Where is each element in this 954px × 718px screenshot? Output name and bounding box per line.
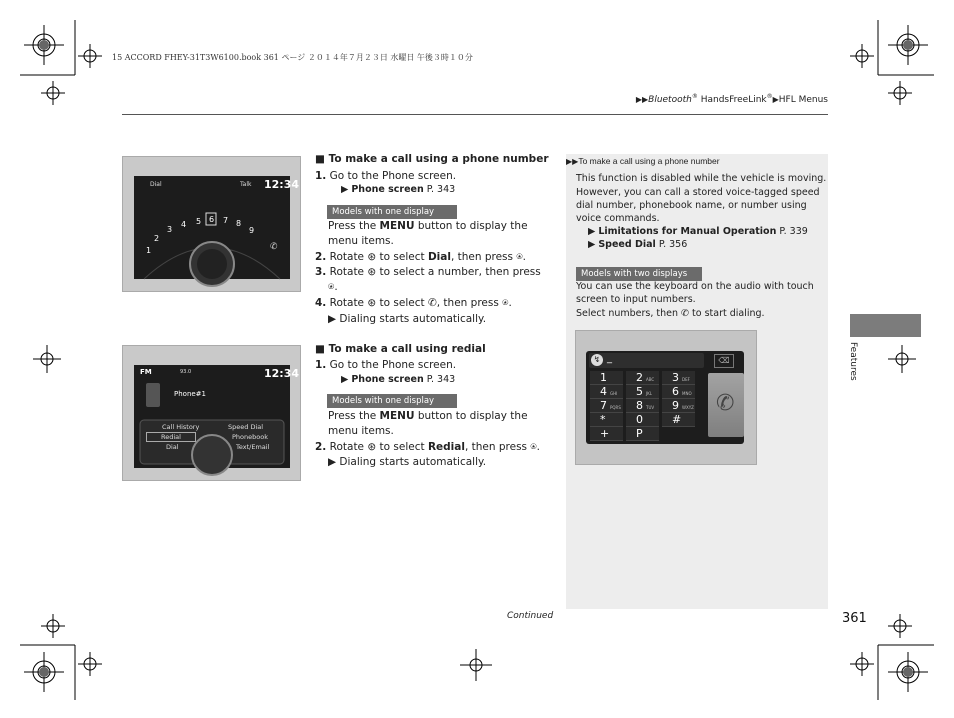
text: button to display the <box>414 410 528 422</box>
section1-step3-line2: ⍟. <box>328 281 338 293</box>
key-digit: 7 <box>600 399 607 412</box>
ref-page: P. 343 <box>423 184 456 195</box>
section2-press-menu <box>328 409 528 423</box>
result-text: Dialing starts automatically. <box>339 313 487 325</box>
phone-screen-image <box>122 345 301 481</box>
menu-speed-dial: Speed Dial <box>228 423 264 431</box>
sidebar-para1-line: dial number, phonebook name, or number using <box>576 200 807 211</box>
reg-mark: ® <box>691 93 698 100</box>
dial-phone-icon: ✆ <box>270 242 278 252</box>
text: Rotate <box>329 441 368 453</box>
result-arrow-icon: ▶ <box>328 313 337 325</box>
keypad-key[interactable] <box>662 371 695 385</box>
keypad-key[interactable] <box>662 385 695 399</box>
step-number: 1. <box>315 170 327 182</box>
key-letters: DEF <box>682 377 690 382</box>
key-digit: 0 <box>636 413 643 426</box>
menu-dial: Dial <box>166 443 179 451</box>
keypad-key[interactable] <box>590 413 623 427</box>
key-letters: PQRS <box>610 405 621 410</box>
key-letters: JKL <box>646 391 653 396</box>
text: Press the <box>328 220 380 232</box>
redial-text: Redial <box>427 441 465 453</box>
result-arrow-icon: ▶ <box>328 456 337 468</box>
sidebar-heading-text: To make a call using a phone number <box>578 156 720 166</box>
section2-title: ■ To make a call using redial <box>315 343 486 355</box>
section1-badge: Models with one display <box>327 205 457 219</box>
step-number: 1. <box>315 359 327 371</box>
dial-graphic <box>134 176 290 279</box>
backspace-button[interactable]: ⌫ <box>714 354 734 368</box>
breadcrumb-hfl-menus: HFL Menus <box>778 95 828 105</box>
dial-digit: 5 <box>196 217 202 226</box>
keypad-entry: _ <box>607 353 612 364</box>
text: Press the <box>328 410 380 422</box>
section2-press-menu-line2: menu items. <box>328 425 394 437</box>
page-number: 361 <box>842 611 867 626</box>
ref-page: P. 356 <box>655 239 688 250</box>
key-letters: MNO <box>682 391 692 396</box>
text: , then press <box>464 441 531 453</box>
section2-result <box>328 455 486 469</box>
ref-page: P. 343 <box>423 374 456 385</box>
step-text: Go to the Phone screen. <box>329 359 457 371</box>
sidebar-note <box>566 154 828 609</box>
text: to select <box>376 251 428 263</box>
reference-icon: ▶ <box>341 184 349 195</box>
text: Rotate <box>329 266 368 278</box>
step-number: 4. <box>315 297 327 309</box>
knob-icon: ⊛ <box>367 297 377 309</box>
dial-digit: 4 <box>181 220 187 229</box>
phone-graphic <box>134 365 290 468</box>
sidebar-ref-speed-dial[interactable] <box>588 239 687 250</box>
menu-button-text: MENU <box>379 220 415 232</box>
sidebar-heading <box>566 156 720 166</box>
section1-step3 <box>315 265 541 279</box>
text: Rotate <box>329 297 368 309</box>
key-digit: + <box>600 427 610 440</box>
press-knob-icon: ⍟ <box>516 251 523 263</box>
band-label: FM <box>140 368 152 376</box>
ref-page: P. 339 <box>776 226 808 237</box>
phone-display <box>134 365 300 468</box>
key-digit: 4 <box>600 385 607 398</box>
text: to select a number, then press <box>376 266 541 278</box>
key-digit: 8 <box>636 399 643 412</box>
note-icon: ▶▶ <box>566 157 579 166</box>
reference-icon: ▶ <box>588 226 596 237</box>
section2-ref-phone-screen[interactable] <box>341 374 455 385</box>
keypad-key[interactable] <box>662 413 695 427</box>
ref-label: Phone screen <box>351 374 424 385</box>
text: Select numbers, then <box>576 308 682 319</box>
menu-redial: Redial <box>146 432 196 442</box>
section1-step4: 4. Rotate ⊛ to select ✆, then press ⍟. <box>315 297 512 309</box>
keypad-key[interactable] <box>626 385 659 399</box>
section2-step2: 2. Rotate ⊛ to select Redial, then press ⍟. <box>315 441 540 453</box>
key-digit: # <box>672 413 682 426</box>
key-digit: P <box>636 427 643 440</box>
section1-title: ■ To make a call using a phone number <box>315 153 549 165</box>
sidebar-para1-line: However, you can call a stored voice-tagged speed <box>576 187 820 198</box>
section1-ref-phone-screen[interactable] <box>341 184 455 195</box>
knob-icon: ⊛ <box>367 441 377 453</box>
text: , then press <box>450 251 517 263</box>
sidebar-para2-line: You can use the keyboard on the audio with touch <box>576 281 814 292</box>
text: to select <box>376 297 428 309</box>
key-digit: 1 <box>600 371 607 384</box>
sidebar-ref-limitations[interactable] <box>588 226 808 237</box>
key-digit: 3 <box>672 371 679 384</box>
keypad-key[interactable] <box>626 371 659 385</box>
key-digit: 9 <box>672 399 679 412</box>
keypad-key[interactable] <box>662 399 695 413</box>
sidebar-badge: Models with two displays <box>576 267 702 281</box>
keypad-key[interactable] <box>626 399 659 413</box>
phone-label: Phone#1 <box>174 390 207 398</box>
press-knob-icon: ⍟ <box>530 441 537 453</box>
ref-label: Speed Dial <box>598 239 656 250</box>
section2-title-text: To make a call using redial <box>328 343 486 355</box>
phone-icon: ✆ <box>716 391 735 416</box>
result-text: Dialing starts automatically. <box>339 456 487 468</box>
features-tab-label: Features <box>848 342 858 381</box>
section2-badge: Models with one display <box>327 394 457 408</box>
section1-step2: 2. Rotate ⊛ to select Dial, then press ⍟. <box>315 251 526 263</box>
menu-call-history: Call History <box>162 423 200 431</box>
keypad-key[interactable] <box>590 427 623 441</box>
knob-icon: ⊛ <box>367 251 377 263</box>
key-letters: TUV <box>646 405 655 410</box>
keypad-key[interactable] <box>626 427 659 441</box>
dial-status: Talk <box>240 181 252 188</box>
keypad-display <box>586 351 744 444</box>
menu-phonebook: Phonebook <box>232 433 268 441</box>
call-button[interactable] <box>708 373 744 437</box>
key-digit: 2 <box>636 371 643 384</box>
key-digit: 6 <box>672 385 679 398</box>
knob-icon: ⊛ <box>367 266 377 278</box>
step-number: 3. <box>315 266 327 278</box>
press-knob-icon: ⍟ <box>328 281 335 293</box>
voice-icon: ↯ <box>591 354 603 366</box>
breadcrumb-hfl: HandsFreeLink <box>697 95 767 105</box>
keypad-key[interactable] <box>590 399 623 413</box>
dial-clock: 12:34 <box>264 178 300 191</box>
keypad-image <box>575 330 757 465</box>
key-letters: GHI <box>610 391 618 396</box>
keypad-key[interactable] <box>590 371 623 385</box>
arrow-icon: ▶ <box>772 95 779 104</box>
sidebar-para1-line: This function is disabled while the vehicle is moving. <box>576 173 827 184</box>
dial-digit: 2 <box>154 234 160 243</box>
text: Rotate <box>329 251 368 263</box>
keypad-entry-bar <box>589 353 704 368</box>
section2-step1 <box>315 358 456 372</box>
features-tab[interactable] <box>850 314 921 337</box>
key-digit: * <box>600 413 606 426</box>
press-knob-icon: ⍟ <box>502 297 509 309</box>
dial-digit: 8 <box>236 219 242 228</box>
continued-label: Continued <box>507 611 554 621</box>
step-text: Go to the Phone screen. <box>329 170 457 182</box>
step-number: 2. <box>315 251 327 263</box>
sidebar-para2-line: screen to input numbers. <box>576 294 696 305</box>
menu-button-text: MENU <box>379 410 415 422</box>
dial-digit: 9 <box>249 226 255 235</box>
dial-display <box>134 176 300 279</box>
arrow-icon: ▶▶ <box>635 95 649 104</box>
reg-mark: ® <box>766 93 773 100</box>
menu-text-email: Text/Email <box>236 443 270 451</box>
keypad-key[interactable] <box>626 413 659 427</box>
dial-digit: 6 <box>209 215 215 224</box>
keypad-key[interactable] <box>590 385 623 399</box>
text: button to display the <box>414 220 528 232</box>
ref-label: Limitations for Manual Operation <box>598 226 777 237</box>
key-letters: WXYZ <box>682 405 694 410</box>
reference-icon: ▶ <box>341 374 349 385</box>
header-rule <box>122 114 828 115</box>
section1-press-menu <box>328 219 528 233</box>
section1-result <box>328 312 486 326</box>
phone-clock: 12:34 <box>264 367 300 380</box>
sidebar-para1-line: voice commands. <box>576 213 660 224</box>
step-number: 2. <box>315 441 327 453</box>
section1-title-text: To make a call using a phone number <box>328 153 549 165</box>
breadcrumb-bluetooth: Bluetooth <box>648 95 692 105</box>
dial-digit: 3 <box>167 225 173 234</box>
sidebar-para3 <box>576 308 765 319</box>
print-header: 15 ACCORD FHEY-31T3W6100.book 361 ページ ２０１４年７月２３日 水曜日 午後３時１０分 <box>112 53 473 62</box>
ref-label: Phone screen <box>351 184 424 195</box>
text: , then press <box>436 297 503 309</box>
freq-label: 93.0 <box>180 369 192 375</box>
text: to select <box>376 441 428 453</box>
text: to start dialing. <box>689 308 765 319</box>
reference-icon: ▶ <box>588 239 596 250</box>
breadcrumb <box>636 93 828 105</box>
dial-digit: 7 <box>223 216 229 225</box>
key-letters: ABC <box>646 377 655 382</box>
phone-icon: ✆ <box>681 308 689 319</box>
section1-step1 <box>315 169 456 183</box>
dial-text: Dial <box>427 251 451 263</box>
phone-icon: ✆ <box>427 297 437 309</box>
dial-label: Dial <box>150 181 162 188</box>
section1-press-menu-line2: menu items. <box>328 235 394 247</box>
dial-screen-image <box>122 156 301 292</box>
key-digit: 5 <box>636 385 643 398</box>
dial-digit: 1 <box>146 246 152 255</box>
